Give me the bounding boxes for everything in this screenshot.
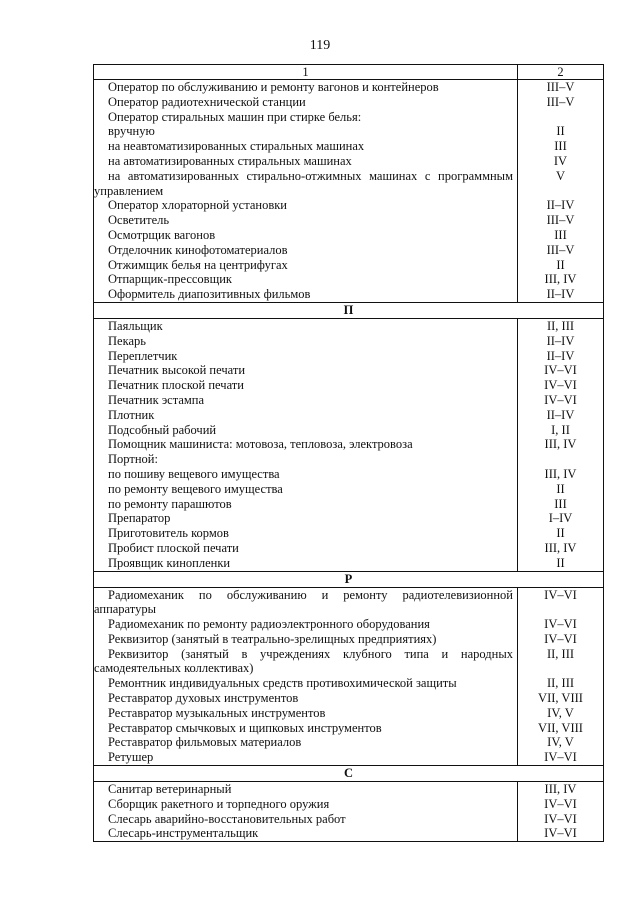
- table-row: [94, 782, 604, 797]
- grade-range: I, II: [518, 423, 604, 438]
- profession-name: Реставратор музыкальных инструментов: [94, 706, 518, 721]
- table-row: [94, 423, 604, 438]
- table-row: [94, 497, 604, 512]
- profession-name: Оператор хлораторной установки: [94, 198, 518, 213]
- profession-name: на неавтоматизированных стиральных машинах: [94, 139, 518, 154]
- grade-range: II: [518, 124, 604, 139]
- table-row: [94, 526, 604, 541]
- grade-range: II: [518, 526, 604, 541]
- section-header-row: [94, 766, 604, 782]
- profession-name: по ремонту вещевого имущества: [94, 482, 518, 497]
- grade-range: II–IV: [518, 349, 604, 364]
- table-row: [94, 826, 604, 841]
- grade-range: VII, VIII: [518, 691, 604, 706]
- table-row: [94, 556, 604, 571]
- table-body: [94, 80, 604, 842]
- profession-name: вручную: [94, 124, 518, 139]
- table-row: [94, 378, 604, 393]
- grade-range: III, IV: [518, 437, 604, 452]
- grade-range: IV–VI: [518, 363, 604, 378]
- table-row: [94, 632, 604, 647]
- grade-range: III, IV: [518, 272, 604, 287]
- table-row: [94, 243, 604, 258]
- table-row: [94, 706, 604, 721]
- table-row: [94, 587, 604, 617]
- grade-range: III: [518, 139, 604, 154]
- table-row: [94, 797, 604, 812]
- table-row: [94, 482, 604, 497]
- profession-name: Печатник высокой печати: [94, 363, 518, 378]
- table-row: [94, 124, 604, 139]
- grade-range: III: [518, 497, 604, 512]
- profession-name: Радиомеханик по обслуживанию и ремонту радиотелевизионной аппаратуры: [94, 587, 518, 617]
- grade-range: IV–VI: [518, 797, 604, 812]
- table-row: [94, 647, 604, 677]
- grade-range: II–IV: [518, 334, 604, 349]
- grade-range: V: [518, 169, 604, 199]
- profession-name: Реквизитор (занятый в учреждениях клубного типа и народных самодеятельных коллективах): [94, 647, 518, 677]
- grade-range: III–V: [518, 243, 604, 258]
- profession-name: Сборщик ракетного и торпедного оружия: [94, 797, 518, 812]
- grade-range: IV–VI: [518, 393, 604, 408]
- profession-name: Переплетчик: [94, 349, 518, 364]
- header-col-2: 2: [518, 65, 604, 80]
- profession-name: Паяльщик: [94, 318, 518, 333]
- section-header-row: [94, 302, 604, 318]
- profession-name: Проявщик кинопленки: [94, 556, 518, 571]
- table-row: [94, 80, 604, 95]
- grade-range: IV, V: [518, 735, 604, 750]
- profession-name: Отжимщик белья на центрифугах: [94, 258, 518, 273]
- professions-table: [93, 64, 604, 842]
- grade-range: II–IV: [518, 287, 604, 302]
- profession-name: Ремонтник индивидуальных средств противохимической защиты: [94, 676, 518, 691]
- table-row: [94, 154, 604, 169]
- grade-range: III, IV: [518, 782, 604, 797]
- table-row: [94, 228, 604, 243]
- table-row: [94, 272, 604, 287]
- grade-range: IV–VI: [518, 826, 604, 841]
- profession-name: Радиомеханик по ремонту радиоэлектронного оборудования: [94, 617, 518, 632]
- table-row: [94, 95, 604, 110]
- grade-range: VII, VIII: [518, 721, 604, 736]
- table-row: [94, 110, 604, 125]
- table-row: [94, 676, 604, 691]
- grade-range: IV–VI: [518, 617, 604, 632]
- profession-name: Реквизитор (занятый в театрально-зрелищных предприятиях): [94, 632, 518, 647]
- grade-range: III, IV: [518, 467, 604, 482]
- profession-name: Оформитель диапозитивных фильмов: [94, 287, 518, 302]
- grade-range: III–V: [518, 213, 604, 228]
- profession-name: Плотник: [94, 408, 518, 423]
- table-row: [94, 617, 604, 632]
- table-row: [94, 139, 604, 154]
- profession-name: Отпарщик-прессовщик: [94, 272, 518, 287]
- profession-name: Реставратор смычковых и щипковых инструментов: [94, 721, 518, 736]
- profession-name: Помощник машиниста: мотовоза, тепловоза, электровоза: [94, 437, 518, 452]
- grade-range: III–V: [518, 95, 604, 110]
- profession-name: Печатник плоской печати: [94, 378, 518, 393]
- profession-name: Пробист плоской печати: [94, 541, 518, 556]
- profession-name: по ремонту парашютов: [94, 497, 518, 512]
- grade-range: II–IV: [518, 408, 604, 423]
- grade-range: III, IV: [518, 541, 604, 556]
- profession-name: Препаратор: [94, 511, 518, 526]
- profession-name: на автоматизированных стиральных машинах: [94, 154, 518, 169]
- grade-range: II, III: [518, 647, 604, 677]
- profession-name: Реставратор фильмовых материалов: [94, 735, 518, 750]
- grade-range: IV–VI: [518, 632, 604, 647]
- profession-name: Подсобный рабочий: [94, 423, 518, 438]
- table-row: [94, 393, 604, 408]
- section-letter: Р: [94, 571, 604, 587]
- table-row: [94, 511, 604, 526]
- grade-range: II, III: [518, 676, 604, 691]
- grade-range: III: [518, 228, 604, 243]
- table-row: [94, 213, 604, 228]
- table-row: [94, 349, 604, 364]
- section-letter: С: [94, 766, 604, 782]
- profession-name: Оператор стиральных машин при стирке белья:: [94, 110, 518, 125]
- profession-name: Отделочник кинофотоматериалов: [94, 243, 518, 258]
- grade-range: [518, 452, 604, 467]
- section-header-row: [94, 571, 604, 587]
- grade-range: II: [518, 482, 604, 497]
- grade-range: [518, 110, 604, 125]
- table-row: [94, 721, 604, 736]
- table-row: [94, 318, 604, 333]
- grade-range: II, III: [518, 318, 604, 333]
- profession-name: Ретушер: [94, 750, 518, 765]
- header-col-1: 1: [94, 65, 518, 80]
- table-row: [94, 541, 604, 556]
- profession-name: Пекарь: [94, 334, 518, 349]
- table-row: [94, 812, 604, 827]
- table-row: [94, 437, 604, 452]
- table-row: [94, 691, 604, 706]
- table-row: [94, 408, 604, 423]
- table-row: [94, 750, 604, 765]
- table-row: [94, 169, 604, 199]
- grade-range: I–IV: [518, 511, 604, 526]
- profession-name: Осмотрщик вагонов: [94, 228, 518, 243]
- profession-name: Слесарь-инструментальщик: [94, 826, 518, 841]
- table-header-row: [94, 65, 604, 80]
- profession-name: Портной:: [94, 452, 518, 467]
- grade-range: IV, V: [518, 706, 604, 721]
- grade-range: II: [518, 556, 604, 571]
- profession-name: на автоматизированных стирально-отжимных машинах с программным управлением: [94, 169, 518, 199]
- grade-range: III–V: [518, 80, 604, 95]
- grade-range: II–IV: [518, 198, 604, 213]
- grade-range: IV: [518, 154, 604, 169]
- grade-range: IV–VI: [518, 812, 604, 827]
- profession-name: Оператор радиотехнической станции: [94, 95, 518, 110]
- table-row: [94, 334, 604, 349]
- grade-range: IV–VI: [518, 378, 604, 393]
- profession-name: Слесарь аварийно-восстановительных работ: [94, 812, 518, 827]
- profession-name: Санитар ветеринарный: [94, 782, 518, 797]
- table-row: [94, 287, 604, 302]
- profession-name: Осветитель: [94, 213, 518, 228]
- profession-name: по пошиву вещевого имущества: [94, 467, 518, 482]
- grade-range: IV–VI: [518, 587, 604, 617]
- table-row: [94, 467, 604, 482]
- section-letter: П: [94, 302, 604, 318]
- table-row: [94, 258, 604, 273]
- table-row: [94, 363, 604, 378]
- table-row: [94, 735, 604, 750]
- grade-range: II: [518, 258, 604, 273]
- page-number: 119: [309, 38, 331, 53]
- table-row: [94, 198, 604, 213]
- grade-range: IV–VI: [518, 750, 604, 765]
- profession-name: Приготовитель кормов: [94, 526, 518, 541]
- profession-name: Реставратор духовых инструментов: [94, 691, 518, 706]
- profession-name: Печатник эстампа: [94, 393, 518, 408]
- table-row: [94, 452, 604, 467]
- profession-name: Оператор по обслуживанию и ремонту вагонов и контейнеров: [94, 80, 518, 95]
